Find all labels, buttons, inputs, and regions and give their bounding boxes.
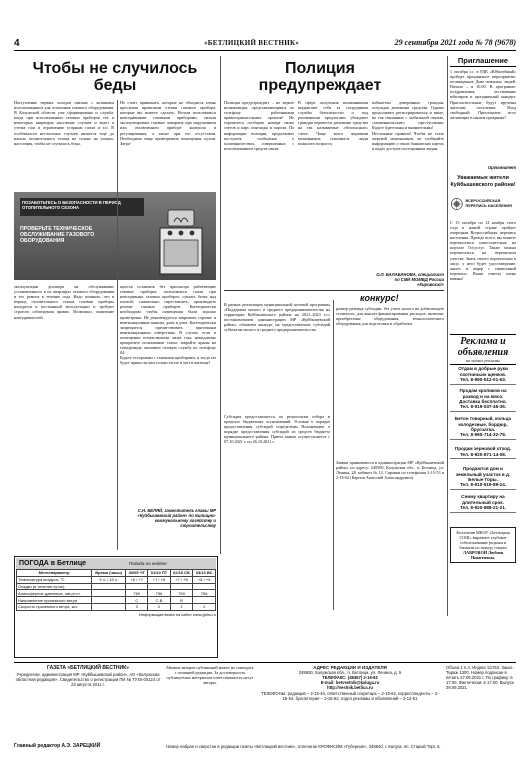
page-number: 4 — [14, 38, 20, 49]
police-article-col3 — [372, 100, 444, 256]
weather-row-label: Температура воздуха, °C — [17, 576, 92, 583]
contest-article-col3: размер размера субсидии, без учета налога на добавленную стоимость, для выплат финансирования расходов, включая: приобретение оборудования, технологического оборудования для подготовки и обработки. — [336, 306, 444, 327]
gas-stove-illustration — [154, 206, 208, 276]
list-item — [450, 493, 516, 513]
table-row — [17, 576, 216, 583]
invitation-title: Приглашение — [450, 56, 516, 67]
weather-col-header: 03/10 ВС — [193, 570, 216, 577]
condolence-box — [450, 527, 516, 564]
ad-text: Продам кроликов на развод и на мясо. Доставка бесплатно. — [459, 388, 507, 404]
table-row — [17, 597, 216, 604]
column-divider — [447, 56, 448, 616]
weather-cell: 756 — [193, 590, 216, 597]
weather-cell: 9 ч. / 15 ч. — [92, 576, 126, 583]
gas-article-col4-text-b: Будьте осторожны с газовыми приборами, и тогда газ будет принести вам только тепло и уют в жилище! — [120, 355, 216, 366]
list-item — [450, 365, 516, 385]
weather-title: ПОГОДА в Бетлице — [19, 560, 87, 567]
weather-col-header: Метеопараметр — [17, 570, 92, 577]
headline-gas-safety: Чтобы не случилось беды — [32, 60, 198, 94]
gas-article-col2-text-b: Необходимо чаще проветривать помещения, кухни. Затра- — [120, 135, 216, 146]
section-divider — [224, 290, 444, 291]
table-row — [17, 603, 216, 610]
weather-row-label: Осадки (в течение суток) — [17, 583, 92, 590]
census-logo — [450, 191, 516, 217]
weather-cell: 750 — [126, 590, 148, 597]
footer-editor: Главный редактор А.Э. ЗАРЕЦКИЙ — [14, 743, 101, 749]
imprint-footer — [14, 662, 516, 755]
census-emblem-icon — [450, 193, 464, 215]
weather-row-label: Скорость приземного ветра, м/с — [17, 603, 92, 610]
graphic-banner-text: ПОЗАБОТЬТЕСЬ О БЕЗОПАСНОСТИ В ПЕРИОД ОТОПИТЕЛЬНОГО СЕЗОНА — [22, 200, 121, 210]
ads-title: Реклама и объявления — [450, 334, 516, 358]
footer-founders-text: Учредители: администрация МР «Куйбышевский район», АО «Калужская областная редакция». Свидетельство о регистрации ПИ № ТУ40-00124 от 22 августа 2011 г. — [15, 672, 161, 688]
contest-headline: конкурс! — [360, 293, 399, 303]
gas-article-col3: эксплуатации договора на обслуживание установленного в их квартирах газового оборудования и его ремонт в течение года. Надо помнить, что в период отопительного сезона газовые приборы находятся в постоянной эксплуатации и требуют строгого соблюдения правил. Возможно, появление неисправностей. — [14, 284, 114, 320]
column-divider — [220, 56, 221, 554]
police-article-col1: Полиция предупреждает – не верьте незнакомцам, представляющимся по телефону работниками правоохранительных органов! Не торопитесь сообщать номера своих счетов и карт, пин-коды и пароли. По информации полиции, продолжают поступать сообщения о мошенничествах, совершенных с использованием средств связи. — [224, 100, 294, 151]
weather-cell: В — [170, 597, 193, 604]
ad-text: Продам зерновой отход. — [454, 446, 512, 452]
ad-phone: Тел. 8-920-886-21-21. — [459, 504, 507, 510]
ad-text: Сниму квартиру на длительный срок. — [461, 494, 505, 505]
condolence-text: Коллектив МКОУ «Бетлицкая СОШ» выражает глубокое соболезнование родным и близким по поводу смерти — [456, 529, 510, 551]
gas-article-col2-text: Не стоит привыкать, которые не обходятся очень простыми правилами утечки газового прибора, которые вы можете сделать. Нельзя пользоваться неисправными газовыми приборами, нельзя эксплуатировать газовые аппараты при нарушенном или отключенном приборе контроля и регулирования, а также при его отсутствии. — [120, 100, 216, 136]
footer-newspaper-title: ГАЗЕТА «БЕТЛИЦКИЙ ВЕСТНИК» — [47, 665, 129, 671]
weather-cell: 2 — [170, 603, 193, 610]
census-title: Уважаемые жители Куйбышевского района! — [450, 175, 516, 188]
footer-printing-note: Номер набран и сверстан в редакции газеты «Бетлицкий вестник», отпечатан КРОФИСИМ «Губерния», 248640, г. Калуга, пл. Старый Торг, 5. — [166, 744, 441, 749]
gas-article-col1: Наступление первых холодов связано с активным использованием для отопления газового оборудования. В Калужской области уже сформирована и служба, когда при использовании газовых приборов тех и некоторых квартирах население случаев и ведет к утечке газа и отравлению угарным газом и т.п. В особенности несчастных случаев является еще до начала отопительного сезона не только на улицах, населения, чтобы не случилось беды. — [14, 100, 114, 146]
weather-cell: 2 — [193, 603, 216, 610]
weather-cell: С-В — [148, 597, 170, 604]
footer-address-title: АДРЕС РЕДАКЦИИ И ИЗДАТЕЛЯ — [313, 665, 387, 670]
footer-col-address — [260, 665, 440, 702]
weather-cell: 2 — [148, 603, 170, 610]
weather-col-header: 02/10 СБ — [170, 570, 193, 577]
gas-article-col4-text: щается оставлять без присмотра работающие газовые приборы; пользоваться газом при неисправных газовых приборах; сушить белье над плитой; самовольно переставлять, производить ремонт газовых приборов. Категорически необходимо чтобы помещения были хорошо проветрены. Не рекомендуется закрывать сорочке и вентиляционные каналы, даже в доме. Категорически запрещается препятствовать приточным вентиляционным отверстиям. В случае, если в помещении почувствовали запах газа, немедленно прекратите пользование газом, закройте краны на газопроводе, вызовите газовую службу по телефону 04. — [120, 284, 216, 356]
ads-subtitle: на правах рекламы — [450, 358, 516, 365]
condolence-name: ЛАВРОВОЙ Любови Никитичны. — [462, 550, 504, 561]
footer-address: 249500, Калужская обл., п. Бетлица, ул. Ленина, д. 5 — [298, 670, 402, 675]
weather-cell: +7 / +8 — [170, 576, 193, 583]
weather-cell: 759 — [170, 590, 193, 597]
headline-police: Полиция предупреждает — [258, 60, 382, 94]
footer-disclaimer: Мнение авторов публикаций может не совпадать с позицией редакции. За достоверность публикуемых материалов ответственность несут авторы. — [166, 665, 254, 686]
census-text: С 15 октября по 14 ноября этого года в нашей стране пройдет очередная Всероссийская перепись населения. Прежде всего, вы можете переписаться самостоятельно на портале Госуслуг. Также можно переписаться на переписном участке. Знать своего переписчика в лицо: у него будет удостоверение, жилет и шарф с символикой переписи. Ваши ответы очень важны! — [450, 219, 516, 281]
weather-source: Информация взята на сайте www.gidro.ru — [138, 611, 216, 617]
weather-cell: +7 / +6 — [148, 576, 170, 583]
footer-email[interactable]: E-mail: betvestnik@kaluga.ru — [320, 680, 380, 686]
sidebar — [450, 56, 516, 616]
census-logo-text: ВСЕРОССИЙСКАЯ ПЕРЕПИСЬ НАСЕЛЕНИЯ — [465, 199, 512, 208]
contest-article-col2: Субсидия предоставляется по результатам отбора в пределах бюджетных ассигнований. Условия о порядке предоставления субсидий определены Положением о порядке предоставления субсидий из средств бюджета муниципального района. Прием заявок осуществляется с 07.10.2021 г. по 26.10.2021 г. — [224, 414, 330, 445]
footer-col-founders — [14, 665, 162, 687]
footer-print-info: Объем 1 п.л. Индекс 51753. Заказ . Тираж 1300. Номер подписан в печать 27.09.2021 г. По графику: в 17.00. Фактически: в 17.00. Выпуск 29.09.2021 — [446, 665, 515, 691]
page-header — [14, 38, 516, 51]
graphic-subtitle-text: ПРОВЕРЬТЕ ТЕХНИЧЕСКОЕ ОБСЛУЖИВАНИЕ ГАЗОВОГО ОБОРУДОВАНИЯ — [20, 226, 95, 244]
police-article-col3-text-b: Несложные правила! Чтобы не стать жертвой мошенников, не сообщайте информацию о своих банковских картах и кодах доступа посторонним лицам. — [372, 130, 444, 151]
ad-text: Продаются дом и земельный участок в д. Белые Горы. — [455, 466, 511, 482]
invitation-text: 1 октября с.г. в РДК «Юбилейный» пройдет праздничное мероприятие, посвященное Дню пожилых людей. Начало – в 10.00. В программе: поздравления, чествование юбиляров и праздничный концерт. Пригласительные будут вручены жителям поселения. Вход свободный. Приглашаем всех желающих в нашем празднике! — [450, 69, 516, 120]
ad-text: Бетон товарный, кольца колодезные, бордюр, брусчатка. — [454, 416, 512, 432]
police-article-col3-text: кабинетам доверенных граждан, отчуждая денежные средства. Однако продолжают регистрироваться и иные, не так связанные с мобильной связью, «мошеннические» преступления. Будьте бдительны и внимательны! — [372, 100, 444, 131]
ads-list — [450, 365, 516, 525]
footer-website-link[interactable]: http://vestnik.betlica.ru — [327, 685, 373, 691]
weather-cell: 756 — [148, 590, 170, 597]
gas-article-col4 — [120, 284, 216, 506]
ad-phone: Тел. 8-980-714-32-79. — [459, 432, 507, 438]
gas-safety-graphic — [14, 192, 216, 280]
ad-phone: Тел. 8-980-512-01-63. — [459, 376, 507, 382]
weather-cell — [170, 583, 193, 590]
weather-col-header: Время (часы) — [92, 570, 126, 577]
weather-cell — [193, 597, 216, 604]
weather-cell: +6 / +7 — [126, 576, 148, 583]
police-article-signature: О.Л. БАЛАБАНОВА, специалист по СМИ МОМВД России «Кировский» — [376, 272, 444, 288]
list-item — [450, 465, 516, 490]
contest-article-col4: Заявки принимаются в администрации МР «Куйбышевский район» по адресу: 249500, Калужская обл., п. Бетлица, ул. Ленина, 28, кабинет № 12. Справки по телефонам 2-15-53 и 2-15-62 (Карпов Анатолий Александрович). — [336, 460, 444, 481]
list-item — [450, 415, 516, 440]
weather-cell: 3 — [126, 603, 148, 610]
list-item — [450, 387, 516, 412]
gas-article-signature: С.Н. БЕЛЯЙ, заместитель главы МР «Куйбышевский район» по жилищно-коммунальному хозяйству и строительству — [137, 508, 216, 529]
list-item — [450, 445, 516, 459]
gas-article-col2 — [120, 100, 216, 190]
weather-row-label: Направление приземного ветра — [17, 597, 92, 604]
newspaper-title: «БЕТЛИЦКИЙ ВЕСТНИК» — [204, 39, 300, 47]
graphic-subtitle — [20, 226, 124, 244]
table-row — [17, 583, 216, 590]
weather-cell — [92, 603, 126, 610]
ad-text: Отдам в добрые руки охотничьих щенков. — [458, 366, 508, 377]
weather-cell — [92, 590, 126, 597]
invitation-signature: Оргкомитет — [487, 165, 516, 170]
weather-cell — [126, 583, 148, 590]
footer-phones: ТЕЛЕФОНЫ: редакция – 2-15-44, ответственный секретарь – 2-15-62, корреспонденты – 2-15-54, бухгалтерия – 2-15-62, отдел рекламы и объявлений – 2-13-51 — [261, 691, 439, 702]
column-divider — [333, 300, 334, 610]
weather-header — [16, 558, 216, 569]
column-divider — [117, 100, 118, 550]
weather-table — [16, 569, 216, 611]
issue-date: 29 сентября 2021 года № 78 (9678) — [394, 38, 516, 47]
weather-cell — [193, 583, 216, 590]
weather-table-head — [17, 570, 216, 577]
weather-cell — [92, 583, 126, 590]
weather-cell: +5 / +9 — [193, 576, 216, 583]
footer-telefax: ТЕЛЕФАКС: (48457) 2-15-62 — [322, 675, 378, 681]
table-row — [17, 590, 216, 597]
weather-row-label: Атмосферное давление, мм рт.ст. — [17, 590, 92, 597]
weather-box — [14, 556, 218, 658]
contest-article-col1: В рамках реализации муниципальной целевой программы «Поддержка малого и среднего предпринимательства на территории Куйбышевского района на 2021–2023 гг.» постановлением администрации МР «Куйбышевский район» объявлен конкурс на предоставление субсидий субъектам малого и среднего предпринимательства. — [224, 302, 330, 333]
weather-cell — [92, 597, 126, 604]
weather-col-header: 30/09 ЧТ — [126, 570, 148, 577]
ad-phone: Тел. 8-910-519-89-24. — [459, 482, 507, 488]
graphic-banner — [20, 198, 144, 216]
weather-subtitle: Погода на неделе — [129, 561, 167, 566]
ad-phone: Тел. 8-920-871-14-08. — [459, 451, 507, 457]
weather-cell: С — [126, 597, 148, 604]
police-article-col2: В сфере получения мошенниками выдвигают себя за сотрудников службы безопасности и под различными предлогами убеждают граждан перевести денежные средства на так называемые «безопасные» счета. Чаще всего жертвами мошенников становятся люди пожилого возраста. — [298, 100, 368, 146]
weather-cell — [148, 583, 170, 590]
weather-col-header: 01/10 ПТ — [148, 570, 170, 577]
ad-phone: Тел. 8-919-037-45-36. — [459, 404, 507, 410]
